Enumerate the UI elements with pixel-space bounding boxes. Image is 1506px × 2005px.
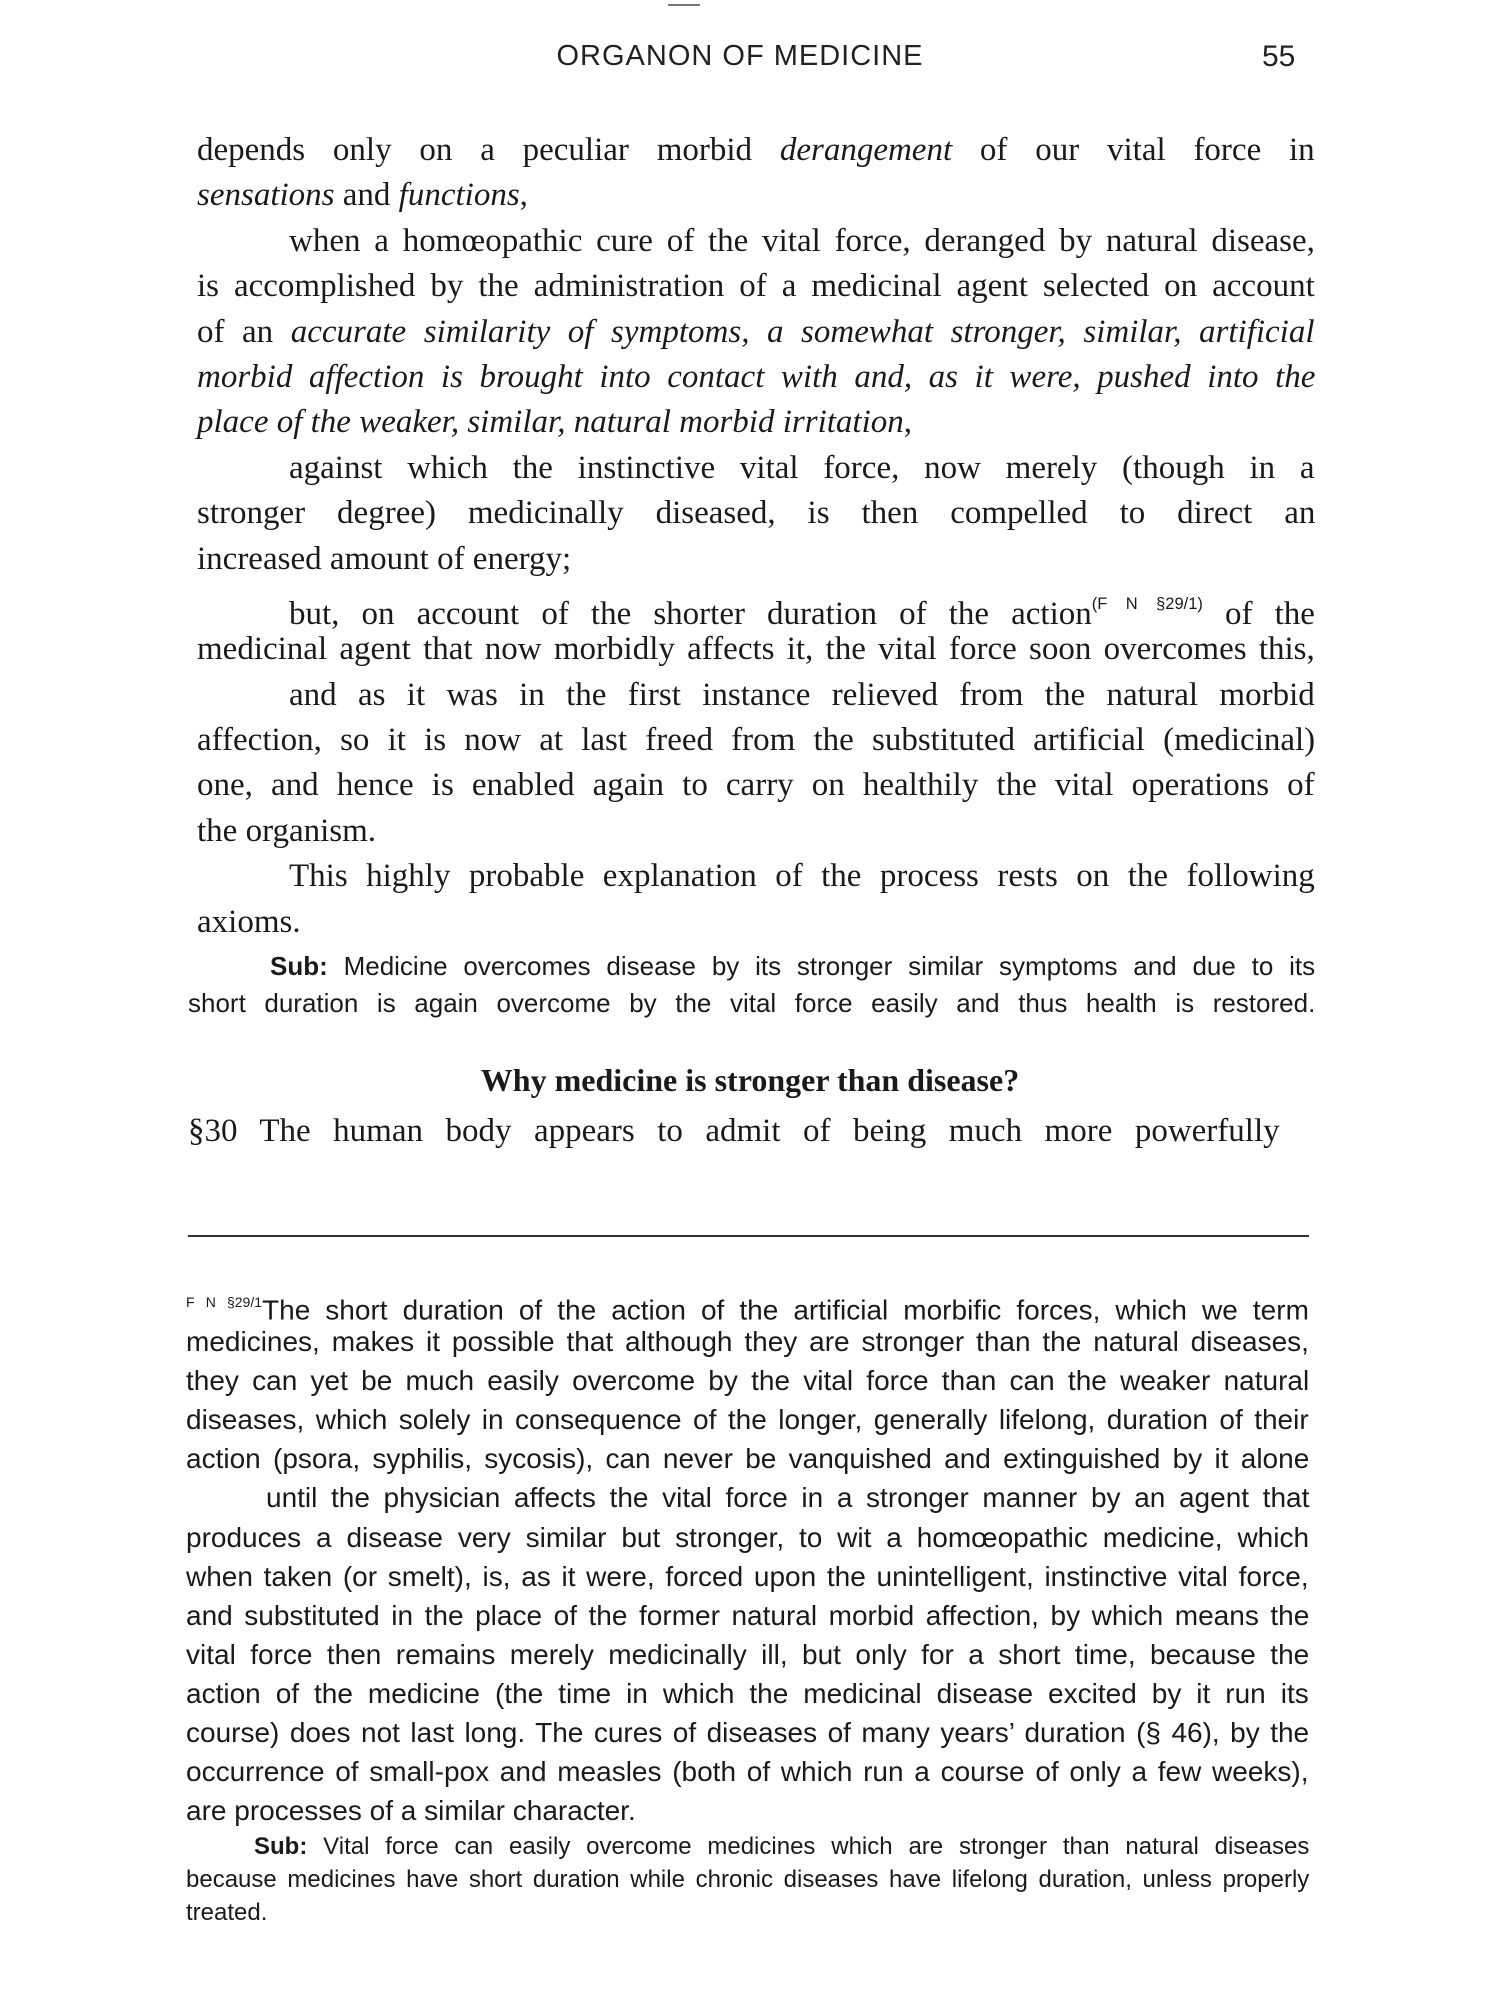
- text-run: course) does not last long. The cures of diseases of many years’ duration (§ 46), by the: [186, 1717, 1310, 1749]
- text-line: [197, 763, 1315, 808]
- text-run: §30: [188, 1113, 238, 1149]
- text-line: [188, 948, 1315, 985]
- text-run: Medicine overcomes disease by its stronger similar symptoms and due to its: [327, 951, 1316, 981]
- footnote-divider: [188, 1235, 1309, 1237]
- text-run: medicines, makes it possible that although they are stronger than the natural diseases,: [186, 1326, 1309, 1358]
- text-line: [197, 355, 1315, 400]
- text-run: one, and hence is enabled again to carry on healthily the vital operations of: [197, 767, 1315, 804]
- text-run: morbid affection is brought into contact with and, as it were, pushed into the: [197, 358, 1316, 395]
- text-run: is accomplished by the administration of a medicinal agent selected on account: [197, 268, 1315, 305]
- text-run: ,: [519, 177, 528, 214]
- footnote: [186, 1283, 1309, 1830]
- text-line: [197, 582, 1315, 632]
- text-run: when taken (or smelt), is, as it were, forced upon the unintelligent, instinctive vital force,: [186, 1560, 1309, 1592]
- text-run: and: [334, 177, 399, 214]
- text-line: [186, 1635, 1309, 1674]
- section-30-text: [188, 1108, 1308, 1154]
- text-run: action (psora, syphilis, sycosis), can never be vanquished and extinguished by it alone: [186, 1443, 1310, 1475]
- text-line: [197, 718, 1315, 763]
- text-line: [197, 673, 1315, 718]
- text-run: derangement: [779, 132, 953, 168]
- text-line: [186, 1557, 1309, 1596]
- text-run: of the: [1202, 595, 1315, 632]
- text-line: [186, 1400, 1309, 1439]
- text-run: because medicines have short duration while chronic diseases have lifelong duration, unless properly: [186, 1866, 1310, 1893]
- text-line: [186, 1713, 1309, 1752]
- text-run: stronger degree) medicinally diseased, is then compelled to direct an: [197, 495, 1316, 532]
- text-run: diseases, which solely in consequence of the longer, generally lifelong, duration of their: [186, 1404, 1309, 1436]
- text-run: short duration is again overcome by the vital force easily and thus health is restored.: [188, 988, 1316, 1018]
- text-run: and substituted in the place of the former natural morbid affection, by which means the: [186, 1599, 1310, 1631]
- text-line: [197, 310, 1315, 355]
- text-run: The short duration of the action of the artificial morbific forces, which we term: [262, 1294, 1309, 1326]
- text-run: they can yet be much easily overcome by the vital force than can the weaker natural: [186, 1365, 1310, 1397]
- text-run: functions: [398, 177, 520, 214]
- text-line: [197, 400, 1315, 445]
- text-run: and as it was in the first instance relieved from the natural morbid: [289, 676, 1315, 713]
- text-run: accurate similarity of symptoms, a somewhat stronger, similar, artificial: [290, 313, 1315, 350]
- text-run: The human body appears to admit of being much more powerfully: [237, 1113, 1280, 1149]
- label-bold: Sub:: [254, 1833, 308, 1860]
- text-run: treated.: [186, 1899, 268, 1926]
- text-line: [186, 1439, 1309, 1478]
- text-line: [186, 1752, 1309, 1791]
- text-run: Vital force can easily overcome medicines which are stronger than natural diseases: [307, 1833, 1310, 1860]
- text-run: ,: [903, 404, 912, 441]
- text-line: [186, 1863, 1309, 1896]
- text-run: produces a disease very similar but stronger, to wit a homœopathic medicine, which: [186, 1521, 1310, 1553]
- text-line: [186, 1478, 1309, 1517]
- text-line: [197, 264, 1315, 309]
- text-line: [197, 491, 1315, 536]
- scan-mark: [668, 4, 700, 6]
- text-line: [197, 627, 1315, 672]
- text-line: [197, 219, 1315, 264]
- text-run: the organism.: [197, 812, 377, 849]
- text-line: [186, 1830, 1309, 1863]
- text-line: [197, 173, 1315, 218]
- label-bold: Sub:: [270, 951, 328, 981]
- text-run: vital force then remains merely medicinally ill, but only for a short time, because the: [186, 1638, 1310, 1670]
- text-run: axioms.: [197, 903, 301, 940]
- text-run: sensations: [197, 177, 335, 214]
- text-line: [197, 900, 1315, 945]
- text-run: medicinal agent that now morbidly affects it, the vital force soon overcomes this,: [197, 631, 1315, 668]
- footnote-marker: F N §29/1: [186, 1294, 263, 1310]
- text-run: of an: [197, 313, 291, 350]
- text-run: action of the medicine (the time in which the medicinal disease excited by it run its: [186, 1677, 1309, 1709]
- text-line: [197, 809, 1315, 854]
- text-run: are processes of a similar character.: [186, 1795, 636, 1827]
- text-line: [188, 1108, 1308, 1154]
- text-run: affection, so it is now at last freed from the substituted artificial (medicinal): [197, 722, 1316, 759]
- text-line: [197, 537, 1315, 582]
- text-line: [186, 1674, 1309, 1713]
- text-run: place of the weaker, similar, natural morbid irritation: [197, 404, 904, 441]
- text-line: [186, 1896, 1309, 1929]
- page-number: 55: [1262, 40, 1296, 73]
- text-run: increased amount of energy;: [197, 540, 572, 577]
- text-line: [186, 1596, 1309, 1635]
- text-run: until the physician affects the vital force in a stronger manner by an agent that: [266, 1482, 1310, 1514]
- footnote-marker: (F N §29/1): [1091, 594, 1203, 613]
- text-line: [197, 854, 1315, 899]
- text-line: [197, 128, 1315, 173]
- footnote-summary-note: [186, 1830, 1309, 1929]
- section-heading: Why medicine is stronger than disease?: [480, 1062, 1020, 1098]
- text-line: [186, 1322, 1309, 1361]
- text-line: [186, 1361, 1309, 1400]
- running-header: ORGANON OF MEDICINE: [556, 40, 924, 72]
- text-run: against which the instinctive vital force, now merely (though in a: [289, 449, 1315, 486]
- text-run: when a homœopathic cure of the vital force, deranged by natural disease,: [289, 222, 1315, 259]
- summary-note: [188, 948, 1315, 1022]
- main-text: [197, 128, 1315, 945]
- text-line: [197, 446, 1315, 491]
- text-line: [186, 1791, 1309, 1830]
- text-line: [186, 1283, 1309, 1326]
- text-run: This highly probable explanation of the process rests on the following: [289, 858, 1315, 895]
- text-run: depends only on a peculiar morbid: [197, 132, 780, 168]
- text-run: occurrence of small-pox and measles (both of which run a course of only a few weeks),: [186, 1756, 1309, 1788]
- text-run: but, on account of the shorter duration of the action: [289, 595, 1092, 632]
- text-run: of our vital force in: [952, 132, 1315, 168]
- text-line: [186, 1518, 1309, 1557]
- text-line: [188, 985, 1315, 1022]
